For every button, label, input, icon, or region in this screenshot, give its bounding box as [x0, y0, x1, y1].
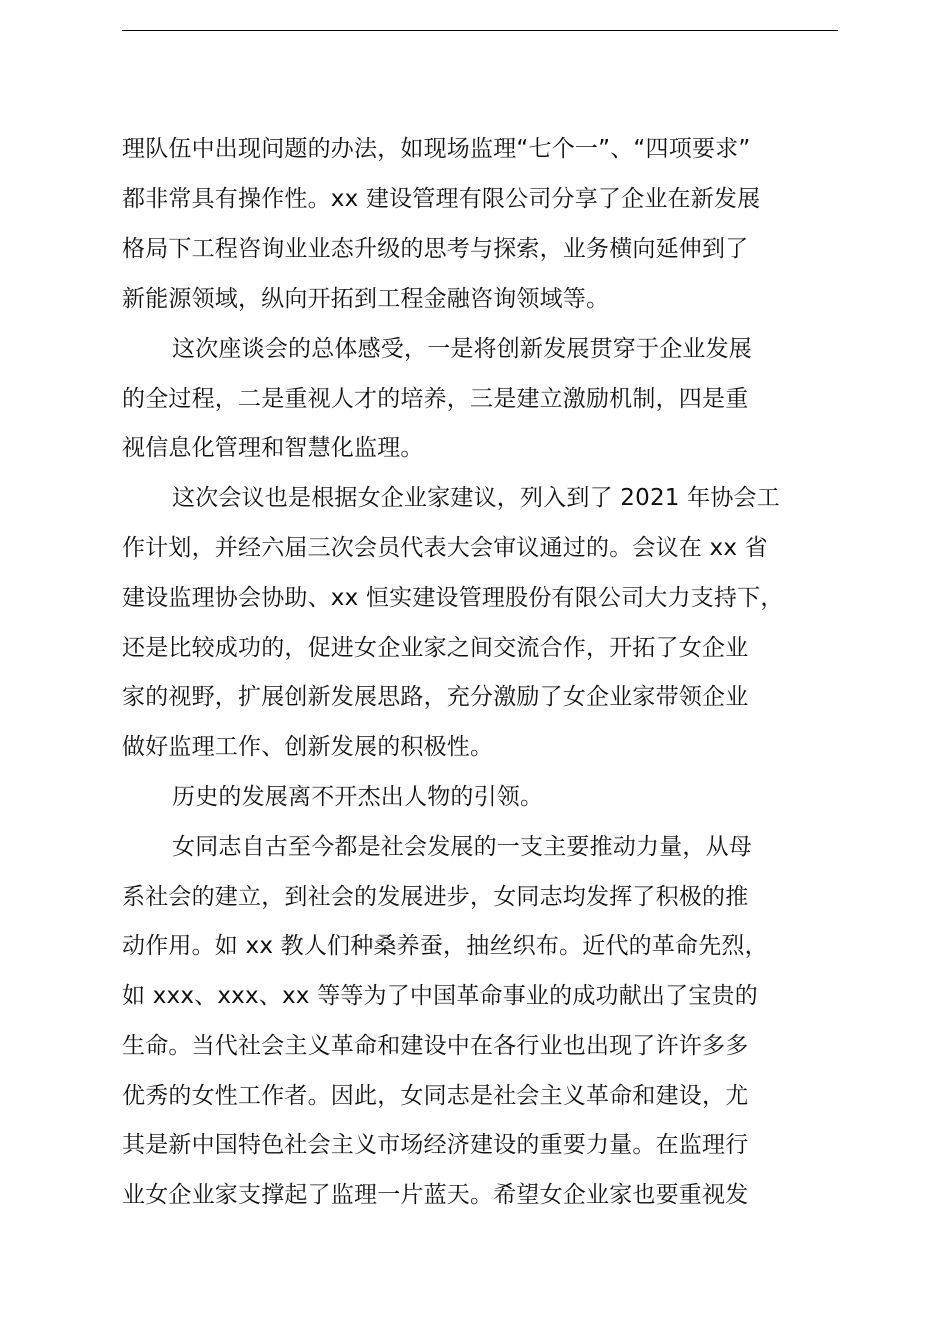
paragraph-start: 女同志自古至今都是社会发展的一支主要推动力量，从母: [172, 834, 752, 860]
paragraph-start: 历史的发展离不开杰出人物的引领。: [172, 784, 544, 810]
text-line: 做好监理工作、创新发展的积极性。: [122, 734, 494, 760]
text-line: 动作用。如 xx 教人们种桑养蚕，抽丝织布。近代的革命先烈，: [122, 933, 768, 959]
text-line: 优秀的女性工作者。因此，女同志是社会主义革命和建设，尤: [122, 1083, 749, 1109]
text-line: 生命。当代社会主义革命和建设中在各行业也出现了许许多多: [122, 1033, 749, 1059]
text-line: 的全过程，二是重视人才的培养，三是建立激励机制，四是重: [122, 386, 749, 412]
text-line: 建设监理协会协助、xx 恒实建设管理股份有限公司大力支持下，: [122, 585, 784, 611]
text-line: 系社会的建立，到社会的发展进步，女同志均发挥了积极的推: [122, 884, 749, 910]
text-line: 家的视野，扩展创新发展思路，充分激励了女企业家带领企业: [122, 684, 749, 710]
text-line: 业女企业家支撑起了监理一片蓝天。希望女企业家也要重视发: [122, 1182, 749, 1208]
paragraph-start: 这次座谈会的总体感受，一是将创新发展贯穿于企业发展: [172, 336, 752, 362]
text-line: 新能源领域，纵向开拓到工程金融咨询领域等。: [122, 286, 610, 312]
paragraph-start: 这次会议也是根据女企业家建议，列入到了 2021 年协会工: [172, 485, 780, 511]
text-line: 格局下工程咨询业业态升级的思考与探索，业务横向延伸到了: [122, 236, 749, 262]
text-line: 都非常具有操作性。xx 建设管理有限公司分享了企业在新发展: [122, 186, 761, 212]
text-line: 还是比较成功的，促进女企业家之间交流合作，开拓了女企业: [122, 635, 749, 661]
text-line: 视信息化管理和智慧化监理。: [122, 435, 424, 461]
text-line: 如 xxx、xxx、xx 等等为了中国革命事业的成功献出了宝贵的: [122, 983, 758, 1009]
text-line: 作计划，并经六届三次会员代表大会审议通过的。会议在 xx 省: [122, 535, 768, 561]
text-line: 理队伍中出现问题的办法，如现场监理“七个一”、“四项要求”: [122, 136, 751, 162]
text-line: 其是新中国特色社会主义市场经济建设的重要力量。在监理行: [122, 1132, 749, 1158]
